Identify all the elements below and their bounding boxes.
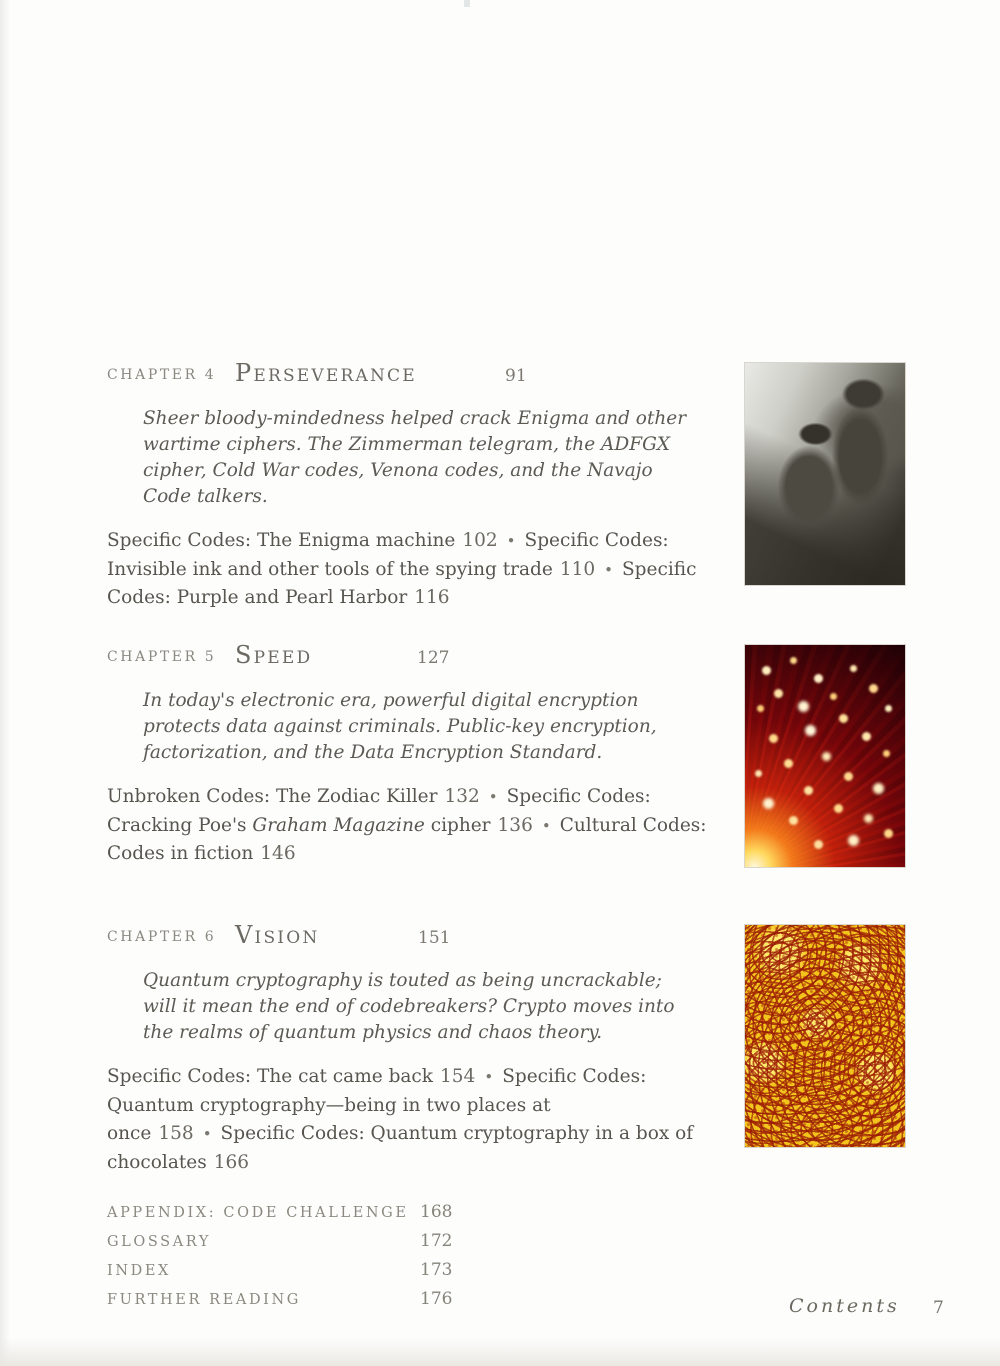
chapter-5-title: Speed [235, 641, 313, 669]
chapter-4-page-number: 91 [505, 366, 527, 386]
chapter-6-section [107, 922, 727, 1177]
toc-entry-page: 102 [462, 530, 498, 551]
footer-section-name: Contents [789, 1295, 900, 1317]
chapter-5-section [107, 642, 727, 869]
bullet-separator-icon: • [604, 560, 613, 579]
chapter-5-page-number: 127 [417, 648, 450, 668]
toc-entry-italic: Graham Magazine [252, 814, 425, 836]
toc-entry: Specific Codes: The Enigma machine [107, 530, 456, 551]
chapter-5-label: CHAPTER 5 [107, 649, 217, 665]
chapter-6-heading [107, 922, 727, 954]
toc-entry: Specific Codes: Invisible ink and other tools of the spying trade [107, 530, 669, 580]
backmatter-list [107, 1202, 627, 1318]
backmatter-page-number: 172 [420, 1231, 453, 1251]
toc-entry: Unbroken Codes: The Zodiac Killer [107, 786, 438, 807]
chapter-5-summary: In today's electronic era, powerful digital encryption protects data against criminals. Public-key encryption, factorization, and the Data Encryption Standard. [143, 690, 657, 763]
chapter-6-page-number: 151 [418, 928, 451, 948]
toc-entry-page: 158 [158, 1123, 194, 1144]
soldier-figures-illustration [745, 363, 905, 585]
toc-entry: Specific Codes: The cat came back [107, 1066, 434, 1087]
bullet-separator-icon: • [488, 788, 498, 806]
bullet-separator-icon: • [484, 1068, 494, 1086]
toc-entry: cipher [430, 814, 491, 836]
scan-edge-bottom [0, 1338, 1000, 1366]
fiber-optics-photo [745, 645, 905, 867]
toc-entry-page: 146 [260, 843, 296, 864]
chapter-5-heading [107, 642, 727, 674]
chapter-4-title: Perseverance [235, 359, 417, 387]
backmatter-label: APPENDIX: CODE CHALLENGE [107, 1205, 409, 1221]
fiber-light-dots-illustration [745, 645, 752, 652]
bullet-separator-icon: • [202, 1125, 212, 1143]
backmatter-label: INDEX [107, 1263, 171, 1279]
backmatter-label: GLOSSARY [107, 1234, 212, 1250]
backmatter-row [107, 1289, 627, 1318]
quantum-pattern-photo [745, 925, 905, 1147]
backmatter-row [107, 1260, 627, 1289]
chapter-4-heading [107, 360, 727, 392]
backmatter-row [107, 1202, 627, 1231]
chapter-6-summary: Quantum cryptography is touted as being uncrackable; will it mean the end of codebreakers? Crypto moves into the realms of quantum physics and chaos theory. [143, 970, 675, 1043]
toc-entry-page: 110 [559, 558, 596, 580]
backmatter-page-number: 176 [420, 1289, 453, 1309]
backmatter-page-number: 173 [420, 1260, 453, 1280]
chapter-6-title: Vision [235, 921, 320, 949]
scan-artifact [464, 0, 470, 7]
chapter-4-summary: Sheer bloody-mindedness helped crack Enigma and other wartime ciphers. The Zimmerman telegram, the ADFGX cipher, Cold War codes, Venona codes, and the Navajo Code talkers. [143, 408, 687, 507]
wwi-soldiers-photo [745, 363, 905, 585]
chapter-6-label: CHAPTER 6 [107, 929, 217, 945]
bullet-separator-icon: • [506, 532, 516, 550]
chapter-5-entries [107, 783, 719, 869]
footer-page-number: 7 [933, 1298, 944, 1318]
chapter-4-entries [107, 527, 719, 613]
backmatter-row [107, 1231, 627, 1260]
toc-entry-page: 116 [414, 587, 450, 608]
backmatter-label: FURTHER READING [107, 1292, 301, 1308]
scan-edge-left [0, 0, 10, 1366]
bullet-separator-icon: • [541, 816, 551, 835]
toc-entry-page: 136 [497, 814, 533, 836]
toc-entry-page: 154 [440, 1066, 476, 1087]
toc-entry: Specific Codes: Quantum cryptography in a box of chocolates [107, 1123, 694, 1173]
toc-entry: Specific Codes: Quantum cryptography—being in two places at once [107, 1066, 647, 1144]
toc-entry-page: 166 [213, 1151, 250, 1173]
backmatter-page-number: 168 [420, 1202, 453, 1222]
toc-entry-page: 132 [444, 786, 480, 807]
toc-entry: Cultural Codes: Codes in fiction [107, 814, 707, 864]
toc-entry: Specific Codes: Cracking Poe's [107, 786, 651, 836]
chapter-6-entries [107, 1063, 719, 1177]
chapter-4-label: CHAPTER 4 [107, 367, 217, 383]
toc-entry: Specific Codes: Purple and Pearl Harbor [107, 558, 697, 608]
chapter-4-section [107, 360, 727, 613]
